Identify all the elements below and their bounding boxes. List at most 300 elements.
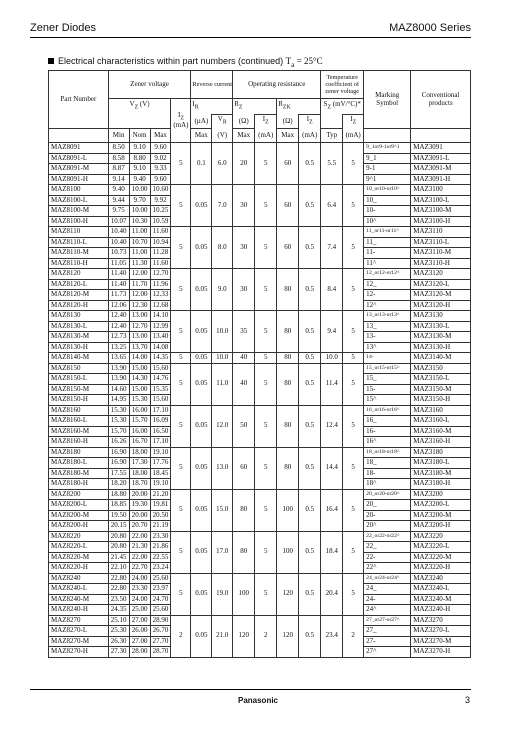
conventional-product: MAZ3270	[411, 615, 471, 626]
vz-nom: 28.00	[129, 647, 150, 658]
sz-typ-header: Typ	[321, 129, 343, 143]
iz-1: 5	[171, 227, 191, 269]
part-number: MAZ8160	[49, 405, 109, 416]
vz-nom: 24.00	[129, 594, 150, 605]
rzk-max: 120	[277, 573, 299, 615]
ir-max: 0.05	[191, 227, 212, 269]
rz-max: 80	[233, 531, 255, 573]
iz-3: 0.5	[299, 143, 321, 185]
col-conventional-products: Conventional products	[411, 71, 471, 129]
vz-min: 14.95	[108, 395, 129, 406]
vr-label: $V_R$	[212, 115, 233, 129]
conventional-product: MAZ3200-M	[411, 510, 471, 521]
part-number: MAZ8200	[49, 489, 109, 500]
vz-max: 17.10	[150, 405, 171, 416]
rzk-max: 100	[277, 489, 299, 531]
part-number: MAZ8100-L	[49, 195, 109, 206]
part-number: MAZ8150	[49, 363, 109, 374]
page-number: 3	[464, 695, 470, 705]
vz-nom: 20.00	[129, 489, 150, 500]
vz-spacer	[108, 115, 171, 129]
part-number: MAZ8220-M	[49, 552, 109, 563]
conventional-product: MAZ3120-L	[411, 279, 471, 290]
vz-max: 10.60	[150, 185, 171, 196]
iz-4: 5	[343, 531, 364, 573]
vz-max: 14.35	[150, 353, 171, 364]
conventional-product: MAZ3240-L	[411, 584, 471, 595]
part-number: MAZ8180-L	[49, 458, 109, 469]
marking-symbol: 24_	[364, 584, 411, 595]
marking-symbol: 20-	[364, 510, 411, 521]
rzk-max: 80	[277, 363, 299, 405]
vz-nom: 18.00	[129, 468, 150, 479]
brand-logo: Panasonic	[237, 696, 278, 705]
vz-min: 12.73	[108, 332, 129, 343]
rz-unit: (Ω)	[233, 115, 255, 129]
sz-typ: 9.4	[321, 311, 343, 353]
vz-nom: 16.00	[129, 426, 150, 437]
vz-nom: 14.00	[129, 353, 150, 364]
iz-1: 5	[171, 143, 191, 185]
ir-max-header: Max	[191, 129, 212, 143]
sz-spacer	[321, 115, 343, 129]
part-number: MAZ8150-H	[49, 395, 109, 406]
part-number: MAZ8110	[49, 227, 109, 238]
col-marking-symbol: Marking Symbol	[364, 71, 411, 129]
sz-typ: 5.5	[321, 143, 343, 185]
marking-symbol: 13_	[364, 321, 411, 332]
vz-min: 22.10	[108, 563, 129, 574]
vz-max: 15.60	[150, 395, 171, 406]
iz-4: 5	[343, 143, 364, 185]
marking-symbol: 16_	[364, 416, 411, 427]
vz-min: 20.15	[108, 521, 129, 532]
vz-min: 15.70	[108, 426, 129, 437]
vz-max: 9.60	[150, 143, 171, 154]
vz-nom: 27.00	[129, 615, 150, 626]
vz-nom: 9.70	[129, 195, 150, 206]
marking-symbol: 20_or20-or20^	[364, 489, 411, 500]
vz-nom: 16.00	[129, 405, 150, 416]
vz-max: 16.09	[150, 416, 171, 427]
part-number: MAZ8120-H	[49, 300, 109, 311]
vz-min: 9.44	[108, 195, 129, 206]
table-body	[49, 143, 471, 658]
ir-label: $I_R$	[191, 99, 233, 115]
iz-label-4: $I_Z$	[343, 115, 364, 129]
vz-max: 9.60	[150, 174, 171, 185]
conventional-product: MAZ3220	[411, 531, 471, 542]
iz-2: 5	[255, 489, 277, 531]
vz-min: 25.10	[108, 615, 129, 626]
vz-nom: 19.30	[129, 500, 150, 511]
ir-max: 0.1	[191, 143, 212, 185]
vz-min: 12.06	[108, 300, 129, 311]
conventional-product: MAZ3130-L	[411, 321, 471, 332]
vz-nom: 18.00	[129, 447, 150, 458]
part-number: MAZ8120-M	[49, 290, 109, 301]
rz-max: 40	[233, 353, 255, 364]
marking-symbol: 15^	[364, 395, 411, 406]
marking-symbol: 15_	[364, 374, 411, 385]
rz-max: 100	[233, 573, 255, 615]
iz-2: 5	[255, 531, 277, 573]
part-number: MAZ8200-L	[49, 500, 109, 511]
section-heading	[48, 56, 323, 69]
conventional-product: MAZ3240-M	[411, 594, 471, 605]
iz-3: 0.5	[299, 615, 321, 657]
table-row	[49, 143, 471, 154]
marking-symbol: 12-	[364, 290, 411, 301]
part-number: MAZ8100-M	[49, 206, 109, 217]
rz-max: 50	[233, 405, 255, 447]
vz-nom: 22.70	[129, 563, 150, 574]
vz-max: 12.68	[150, 300, 171, 311]
marking-symbol: 22^	[364, 563, 411, 574]
vr-value: 19.0	[212, 573, 233, 615]
table-row	[49, 363, 471, 374]
part-number: MAZ8091-H	[49, 174, 109, 185]
rz-max: 120	[233, 615, 255, 657]
vz-max: 21.19	[150, 521, 171, 532]
vz-max: 28.90	[150, 615, 171, 626]
marking-symbol: 13_or13-or13^	[364, 311, 411, 322]
conventional-product: MAZ3180-L	[411, 458, 471, 469]
conventional-product: MAZ3110-H	[411, 258, 471, 269]
iz-3: 0.5	[299, 185, 321, 227]
iz-3: 0.5	[299, 405, 321, 447]
sz-typ: 23.4	[321, 615, 343, 657]
marking-symbol: 24^	[364, 605, 411, 616]
vz-min: 9.75	[108, 206, 129, 217]
marking-symbol: 27-	[364, 636, 411, 647]
iz-2: 5	[255, 447, 277, 489]
rzk-label: $R_{ZK}$	[277, 99, 321, 115]
ir-max: 0.05	[191, 353, 212, 364]
vz-min: 11.73	[108, 290, 129, 301]
part-number: MAZ8091	[49, 143, 109, 154]
vz-nom: 14.30	[129, 374, 150, 385]
iz-2: 2	[255, 615, 277, 657]
vz-max: 22.55	[150, 552, 171, 563]
vz-nom: 26.00	[129, 626, 150, 637]
rz-label: $R_Z$	[233, 99, 277, 115]
iz-2: 5	[255, 405, 277, 447]
vz-max-header: Max	[150, 129, 171, 143]
iz-2: 5	[255, 269, 277, 311]
vz-max: 12.33	[150, 290, 171, 301]
iz-2: 5	[255, 353, 277, 364]
vz-min: 19.50	[108, 510, 129, 521]
vz-max: 14.76	[150, 374, 171, 385]
conventional-product: MAZ3120-M	[411, 290, 471, 301]
conventional-product: MAZ3110	[411, 227, 471, 238]
vz-min: 25.30	[108, 626, 129, 637]
conventional-product: MAZ3120-H	[411, 300, 471, 311]
sz-typ: 7.4	[321, 227, 343, 269]
conventional-spacer	[411, 129, 471, 143]
marking-symbol: 18_	[364, 458, 411, 469]
rz-max: 35	[233, 311, 255, 353]
ir-max: 0.05	[191, 447, 212, 489]
ir-max: 0.05	[191, 269, 212, 311]
conventional-product: MAZ3180	[411, 447, 471, 458]
vz-nom: 15.70	[129, 416, 150, 427]
ir-max: 0.05	[191, 573, 212, 615]
iz-4: 5	[343, 353, 364, 364]
part-number: MAZ8270-L	[49, 626, 109, 637]
ir-max: 0.05	[191, 615, 212, 657]
vz-nom: 11.00	[129, 227, 150, 238]
vz-nom: 21.30	[129, 542, 150, 553]
part-number: MAZ8200-H	[49, 521, 109, 532]
marking-symbol: 22-	[364, 552, 411, 563]
vz-max: 19.10	[150, 447, 171, 458]
vz-nom: 22.00	[129, 531, 150, 542]
marking-symbol: 27_	[364, 626, 411, 637]
part-number: MAZ8240-H	[49, 605, 109, 616]
vr-value: 12.0	[212, 405, 233, 447]
sz-typ: 16.4	[321, 489, 343, 531]
vz-max: 9.02	[150, 153, 171, 164]
iz-1: 5	[171, 405, 191, 447]
part-number: MAZ8091-L	[49, 153, 109, 164]
vz-nom: 12.30	[129, 300, 150, 311]
marking-spacer	[364, 129, 411, 143]
ir-max: 0.05	[191, 311, 212, 353]
part-number: MAZ8240	[49, 573, 109, 584]
vz-min: 13.65	[108, 353, 129, 364]
vr-value: 8.0	[212, 227, 233, 269]
vz-min: 10.40	[108, 237, 129, 248]
vz-min: 11.40	[108, 279, 129, 290]
rz-max: 30	[233, 227, 255, 269]
table-row	[49, 311, 471, 322]
part-number: MAZ8140-M	[49, 353, 109, 364]
vz-nom: 15.30	[129, 395, 150, 406]
vz-nom: 10.00	[129, 206, 150, 217]
conventional-product: MAZ3150-M	[411, 384, 471, 395]
rz-max: 80	[233, 489, 255, 531]
iz-4: 2	[343, 615, 364, 657]
vz-max: 13.40	[150, 332, 171, 343]
marking-symbol: 9^1	[364, 174, 411, 185]
vz-max: 11.60	[150, 227, 171, 238]
rzk-max: 60	[277, 227, 299, 269]
conventional-product: MAZ3130-M	[411, 332, 471, 343]
iz-1: 5	[171, 353, 191, 364]
iz-3: 0.5	[299, 269, 321, 311]
conventional-product: MAZ3110-M	[411, 248, 471, 259]
vz-max: 28.70	[150, 647, 171, 658]
vz-min: 27.30	[108, 647, 129, 658]
iz-3: 0.5	[299, 531, 321, 573]
ir-unit: (µA)	[191, 115, 212, 129]
sz-typ: 8.4	[321, 269, 343, 311]
table-row	[49, 573, 471, 584]
col-part-number: Part Number	[49, 71, 109, 129]
vz-max: 12.99	[150, 321, 171, 332]
vz-max: 23.97	[150, 584, 171, 595]
vz-min: 13.90	[108, 374, 129, 385]
part-number: MAZ8091-M	[49, 164, 109, 175]
vz-nom: 9.10	[129, 143, 150, 154]
vz-nom: 24.00	[129, 573, 150, 584]
conventional-product: MAZ3091-M	[411, 164, 471, 175]
iz2-unit: (mA)	[255, 129, 277, 143]
conventional-product: MAZ3270-H	[411, 647, 471, 658]
iz-4: 5	[343, 227, 364, 269]
iz3-unit: (mA)	[299, 129, 321, 143]
iz-label-3: $I_Z$	[299, 115, 321, 129]
part-number: MAZ8160-L	[49, 416, 109, 427]
vz-nom: 9.40	[129, 174, 150, 185]
vz-min: 12.40	[108, 321, 129, 332]
vz-min: 15.30	[108, 405, 129, 416]
marking-symbol: 11_	[364, 237, 411, 248]
vz-max: 19.81	[150, 500, 171, 511]
marking-symbol: 14-	[364, 353, 411, 364]
vz-max: 19.10	[150, 479, 171, 490]
ir-max: 0.05	[191, 405, 212, 447]
part-number: MAZ8270	[49, 615, 109, 626]
vz-nom: 12.00	[129, 269, 150, 280]
vz-min: 20.80	[108, 542, 129, 553]
rzk-unit: (Ω)	[277, 115, 299, 129]
iz-1: 5	[171, 573, 191, 615]
vz-nom: 22.00	[129, 552, 150, 563]
part-number: MAZ8110-H	[49, 258, 109, 269]
conventional-product: MAZ3150-L	[411, 374, 471, 385]
vz-min: 15.30	[108, 416, 129, 427]
part-number: MAZ8100-H	[49, 216, 109, 227]
vr-value: 11.0	[212, 363, 233, 405]
part-number: MAZ8100	[49, 185, 109, 196]
vz-max: 11.28	[150, 248, 171, 259]
iz-2: 5	[255, 311, 277, 353]
vz-nom: 20.00	[129, 510, 150, 521]
conventional-product: MAZ3110-L	[411, 237, 471, 248]
part-number: MAZ8240-M	[49, 594, 109, 605]
iz-4: 5	[343, 269, 364, 311]
iz-1: 5	[171, 185, 191, 227]
conventional-product: MAZ3100	[411, 185, 471, 196]
vz-max: 25.60	[150, 605, 171, 616]
vz-min: 18.80	[108, 489, 129, 500]
marking-symbol: 16^	[364, 437, 411, 448]
marking-symbol: 27_or27-or27^	[364, 615, 411, 626]
iz-4: 5	[343, 405, 364, 447]
vz-max: 15.60	[150, 363, 171, 374]
vz-nom: 20.70	[129, 521, 150, 532]
iz-2: 5	[255, 143, 277, 185]
vz-max: 18.45	[150, 468, 171, 479]
col-temp-coefficient: Temperature coefficient of zener voltage	[321, 71, 364, 99]
ir-max: 0.05	[191, 531, 212, 573]
iz-4: 5	[343, 447, 364, 489]
marking-symbol: 16-	[364, 426, 411, 437]
vz-min: 22.80	[108, 584, 129, 595]
table-row	[49, 531, 471, 542]
marking-symbol: 15-	[364, 384, 411, 395]
vz-nom: 15.00	[129, 363, 150, 374]
vz-max: 10.94	[150, 237, 171, 248]
sz-typ: 14.4	[321, 447, 343, 489]
rzk-max: 120	[277, 615, 299, 657]
vz-min: 16.26	[108, 437, 129, 448]
col-zener-voltage: Zener voltage	[108, 71, 191, 99]
table-row	[49, 185, 471, 196]
vz-nom: 11.70	[129, 279, 150, 290]
conventional-product: MAZ3130	[411, 311, 471, 322]
marking-symbol: 27^	[364, 647, 411, 658]
marking-symbol: 15_or15-or15^	[364, 363, 411, 374]
marking-symbol: 10_	[364, 195, 411, 206]
table-row	[49, 269, 471, 280]
marking-symbol: 9-1	[364, 164, 411, 175]
sz-typ: 20.4	[321, 573, 343, 615]
conventional-product: MAZ3220-H	[411, 563, 471, 574]
iz-2: 5	[255, 227, 277, 269]
vr-value: 9.0	[212, 269, 233, 311]
part-number: MAZ8150-M	[49, 384, 109, 395]
vz-max: 14.08	[150, 342, 171, 353]
vz-max: 17.10	[150, 437, 171, 448]
vz-nom: 25.00	[129, 605, 150, 616]
part-number: MAZ8220-L	[49, 542, 109, 553]
iz-2: 5	[255, 363, 277, 405]
marking-symbol: 10^	[364, 216, 411, 227]
rzk-max: 80	[277, 269, 299, 311]
vr-value: 17.0	[212, 531, 233, 573]
conventional-product: MAZ3180-H	[411, 479, 471, 490]
marking-symbol: 18^	[364, 479, 411, 490]
header-title: Zener Diodes	[30, 22, 97, 34]
vz-nom: 18.70	[129, 479, 150, 490]
vz-min: 24.35	[108, 605, 129, 616]
vz-min: 9.14	[108, 174, 129, 185]
vz-min: 13.90	[108, 363, 129, 374]
iz4-unit: (mA)	[343, 129, 364, 143]
iz-4: 5	[343, 311, 364, 353]
vz-max: 10.25	[150, 206, 171, 217]
rzk-max: 80	[277, 353, 299, 364]
conventional-product: MAZ3220-L	[411, 542, 471, 553]
marking-symbol: 13^	[364, 342, 411, 353]
vz-nom: 12.70	[129, 321, 150, 332]
iz-1: 5	[171, 489, 191, 531]
vz-max: 14.10	[150, 311, 171, 322]
part-number: MAZ8120	[49, 269, 109, 280]
vz-nom: 10.30	[129, 216, 150, 227]
part-number: MAZ8110-L	[49, 237, 109, 248]
vz-min: 10.40	[108, 227, 129, 238]
vz-max: 24.70	[150, 594, 171, 605]
conventional-product: MAZ3200-H	[411, 521, 471, 532]
conventional-product: MAZ3200	[411, 489, 471, 500]
vr-value: 7.0	[212, 185, 233, 227]
iz-3: 0.5	[299, 489, 321, 531]
vz-min: 18.85	[108, 500, 129, 511]
vz-min: 16.90	[108, 447, 129, 458]
conventional-product: MAZ3091-L	[411, 153, 471, 164]
header-series: MAZ8000 Series	[389, 22, 471, 34]
rzk-max: 60	[277, 143, 299, 185]
vz-nom: 9.10	[129, 164, 150, 175]
marking-symbol: 20_	[364, 500, 411, 511]
sz-typ: 6.4	[321, 185, 343, 227]
rzk-max: 60	[277, 185, 299, 227]
